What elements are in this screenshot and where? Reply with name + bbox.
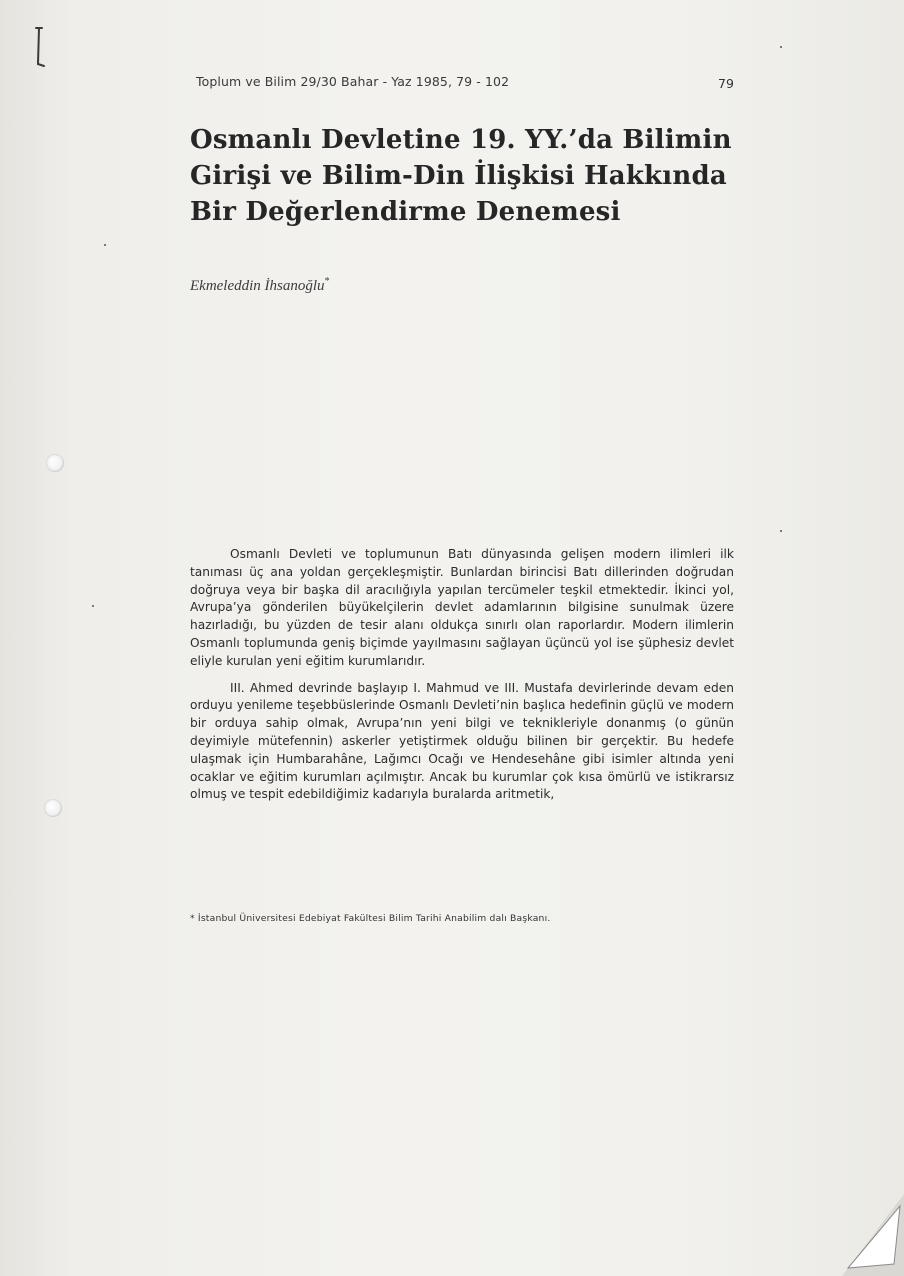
- article-title: [190, 122, 750, 230]
- title-line: Girişi ve Bilim-Din İlişkisi Hakkında: [190, 161, 727, 191]
- journal-citation: Toplum ve Bilim 29/30 Bahar - Yaz 1985, 79 - 102: [196, 74, 510, 89]
- title-line: Osmanlı Devletine 19. YY.’da Bilimin: [190, 125, 732, 155]
- footnote: * İstanbul Üniversitesi Edebiyat Fakültesi Bilim Tarihi Anabilim dalı Başkanı.: [190, 913, 551, 924]
- margin-pencil-mark: [30, 22, 50, 82]
- page-number: 79: [718, 76, 734, 91]
- scan-speck: [92, 605, 94, 607]
- footnote-marker: *: [324, 276, 330, 287]
- scan-speck: [780, 46, 782, 48]
- article-body: [190, 546, 734, 813]
- folded-corner: [834, 1194, 904, 1276]
- punch-hole: [44, 799, 62, 817]
- body-paragraph: Osmanlı Devleti ve toplumunun Batı dünyasında gelişen modern ilimleri ilk tanıması üç ana yoldan gerçekleşmiştir. Bunlardan birincisi Batı dillerinden doğrudan doğruya veya bir başka dil aracılığıyla yapılan tercümeler teşkil etmektedir. İkinci yol, Avrupa’ya gönderilen büyükelçilerin devlet adamlarının bilgisine sunulmak üzere hazırladığı, bu yüzden de tesir alanı oldukça sınırlı olan raporlardır. Modern ilimlerin Osmanlı toplumunda geniş biçimde yayılmasını sağlayan üçüncü yol ise şüphesiz devlet eliyle kurulan yeni eğitim kurumlarıdır.: [190, 547, 734, 668]
- scan-speck: [104, 244, 106, 246]
- scan-speck: [780, 530, 782, 532]
- title-line: Bir Değerlendirme Denemesi: [190, 197, 621, 227]
- author-byline: [190, 276, 330, 295]
- body-paragraph: III. Ahmed devrinde başlayıp I. Mahmud ve III. Mustafa devirlerinde devam eden orduyu yenileme teşebbüslerinde Osmanlı Devleti’nin başlıca hedefinin güçlü ve modern bir orduya sahip olmak, Avrupa’nın yeni bilgi ve teknikleriyle donanmış (o günün deyimiyle mütefennin) askerler yetiştirmek olduğu bilinen bir gerçektir. Bu hedefe ulaşmak için Humbarahâne, Lağımcı Ocağı ve Hendesehâne gibi isimler altında yeni ocaklar ve eğitim kurumları açılmıştır. Ancak bu kurumlar çok kısa ömürlü ve istikrarsız olmuş ve tespit edebildiğimiz kadarıyla buralarda aritmetik,: [190, 680, 734, 802]
- punch-hole: [46, 454, 64, 472]
- author-name: Ekmeleddin İhsanoğlu: [190, 278, 325, 294]
